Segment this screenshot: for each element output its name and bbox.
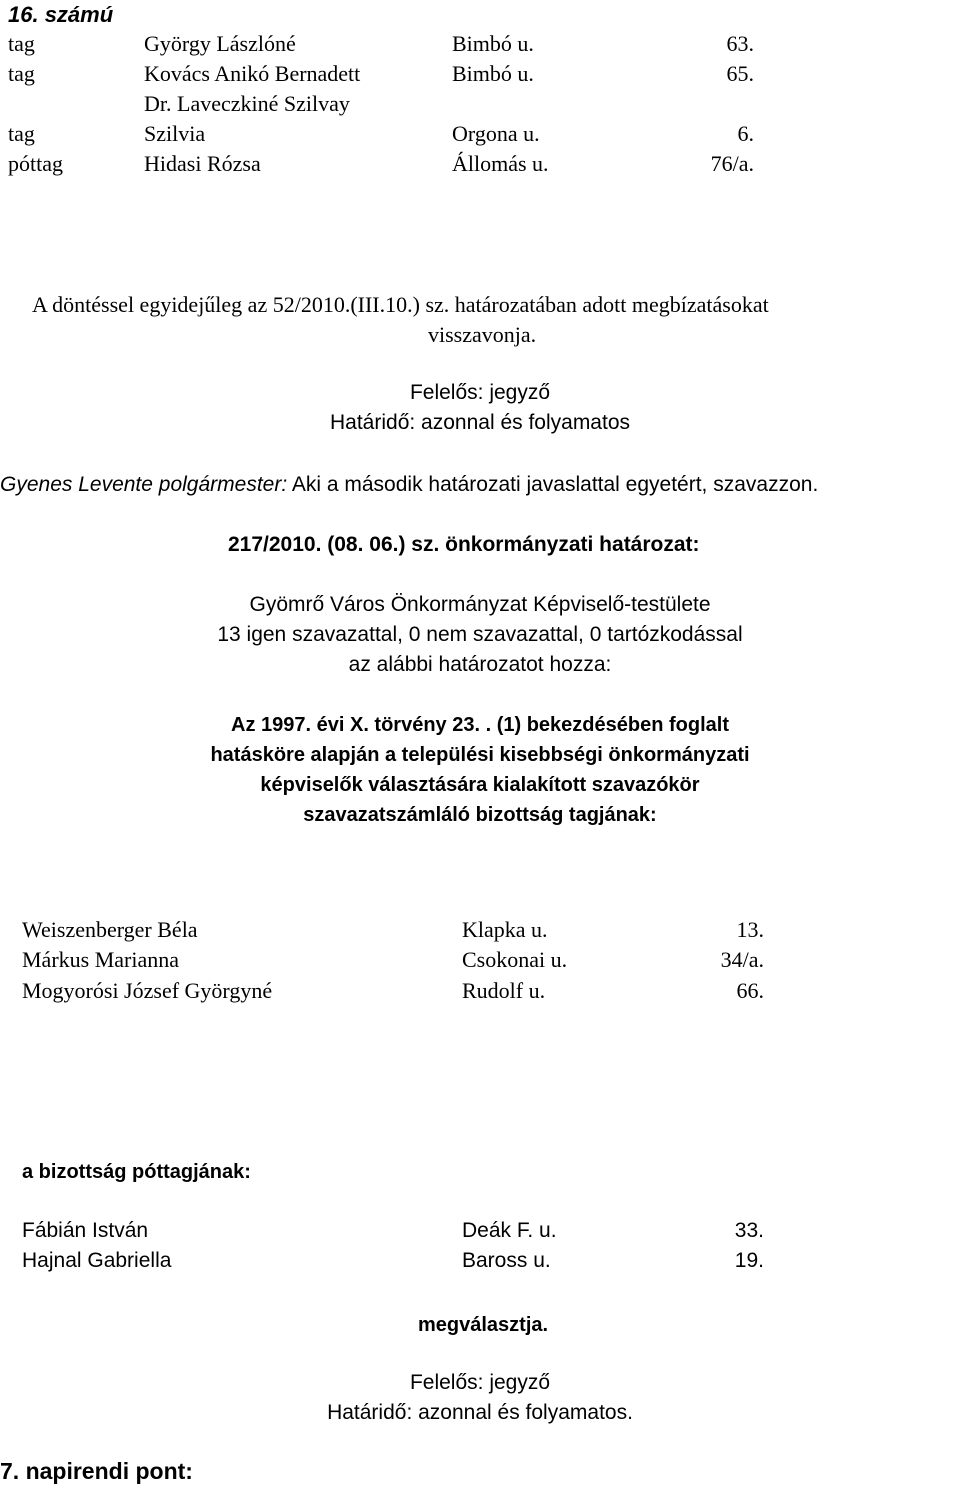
resolution-number: 217/2010. (08. 06.) sz. önkormányzati határozat: xyxy=(228,533,700,556)
deadline-1: Határidő: azonnal és folyamatos xyxy=(330,411,630,434)
alternate-street: Baross u. xyxy=(462,1249,551,1272)
alternate-number: 33. xyxy=(734,1219,764,1242)
law-line-1: Az 1997. évi X. törvény 23. . (1) bekezdésében foglalt xyxy=(231,714,729,736)
alternate-number: 19. xyxy=(734,1249,764,1272)
member-name: György Lászlóné xyxy=(144,31,296,56)
member-name: Kovács Anikó Bernadett xyxy=(144,61,361,86)
committee-number: 34/a. xyxy=(720,947,764,972)
member-number: 6. xyxy=(737,121,754,146)
member-name-line1: Dr. Laveczkiné Szilvay xyxy=(144,91,350,116)
law-line-2: hatásköre alapján a települési kisebbségi önkormányzati xyxy=(210,744,750,766)
member-role: póttag xyxy=(8,151,63,176)
resolution-body-2: 13 igen szavazattal, 0 nem szavazattal, 0 tartózkodással xyxy=(217,623,743,646)
member-street: Állomás u. xyxy=(452,151,549,176)
law-line-3: képviselők választására kialakított szavazókör xyxy=(260,774,700,796)
next-agenda-item: 7. napirendi pont: xyxy=(0,1458,193,1484)
deadline-2: Határidő: azonnal és folyamatos. xyxy=(327,1401,633,1424)
resolution-body-3: az alábbi határozatot hozza: xyxy=(348,653,612,676)
section-16-heading: 16. számú xyxy=(8,2,114,27)
mayor-text: Aki a második határozati javaslattal egyetért, szavazzon. xyxy=(287,473,819,496)
resolution-body-1: Gyömrő Város Önkormányzat Képviselő-testülete xyxy=(249,593,711,616)
responsible-1: Felelős: jegyző xyxy=(409,381,551,404)
member-number: 76/a. xyxy=(710,151,754,176)
committee-street: Rudolf u. xyxy=(462,978,546,1003)
revoke-line-2: visszavonja. xyxy=(428,322,537,347)
responsible-2: Felelős: jegyző xyxy=(409,1371,551,1394)
member-street: Bimbó u. xyxy=(452,61,534,86)
member-number: 63. xyxy=(726,31,754,56)
committee-number: 13. xyxy=(736,917,764,942)
member-street: Bimbó u. xyxy=(452,31,534,56)
committee-name: Weiszenberger Béla xyxy=(22,917,198,942)
revoke-line-1: A döntéssel egyidejűleg az 52/2010.(III.10.) sz. határozatában adott megbízatásokat xyxy=(32,292,769,317)
mayor-speaker: Gyenes Levente polgármester: xyxy=(0,473,288,496)
member-name: Hidasi Rózsa xyxy=(144,151,261,176)
alternate-name: Hajnal Gabriella xyxy=(22,1249,172,1272)
law-line-4: szavazatszámláló bizottság tagjának: xyxy=(303,804,657,826)
alternates-heading: a bizottság póttagjának: xyxy=(22,1161,251,1183)
committee-street: Csokonai u. xyxy=(462,947,568,972)
member-name: Szilvia xyxy=(144,121,206,146)
member-role: tag xyxy=(8,61,35,86)
committee-name: Mogyorósi József Györgyné xyxy=(22,978,273,1003)
member-role: tag xyxy=(8,31,35,56)
elects-text: megválasztja. xyxy=(418,1314,549,1336)
committee-number: 66. xyxy=(736,978,764,1003)
member-role: tag xyxy=(8,121,35,146)
member-street: Orgona u. xyxy=(452,121,540,146)
alternate-street: Deák F. u. xyxy=(462,1219,557,1242)
mayor-statement xyxy=(0,470,818,500)
committee-street: Klapka u. xyxy=(462,917,548,942)
alternate-name: Fábián István xyxy=(22,1219,149,1242)
committee-name: Márkus Marianna xyxy=(22,947,180,972)
member-number: 65. xyxy=(726,61,754,86)
